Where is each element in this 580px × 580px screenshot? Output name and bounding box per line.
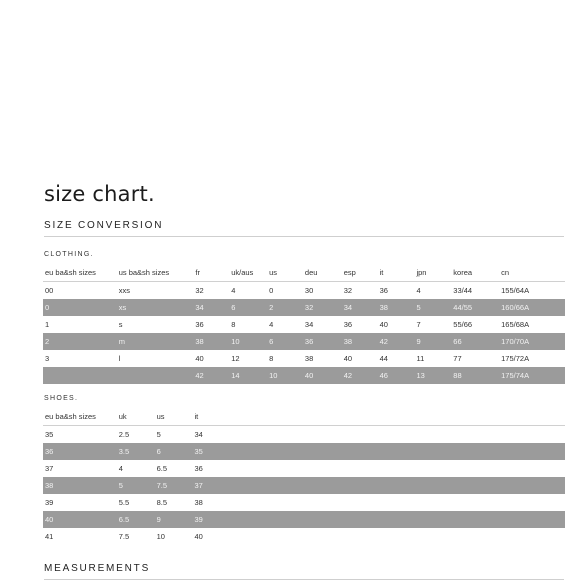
table-cell: 40 bbox=[194, 532, 203, 541]
table-cell: 35 bbox=[45, 430, 54, 439]
table-cell: 1 bbox=[45, 320, 50, 329]
measurements-heading: MEASUREMENTS bbox=[44, 563, 564, 580]
table-cell: 6 bbox=[157, 443, 195, 460]
table-cell: 44 bbox=[379, 354, 388, 363]
table-row bbox=[43, 477, 565, 494]
table-cell: 5 bbox=[416, 299, 453, 316]
column-header: it bbox=[195, 408, 565, 426]
column-header: us bbox=[157, 408, 195, 426]
table-row bbox=[43, 282, 565, 300]
table-cell: 77 bbox=[453, 354, 462, 363]
column-header: eu ba&sh sizes bbox=[43, 264, 119, 282]
table-cell: 6.5 bbox=[156, 464, 168, 473]
table-cell: 42 bbox=[380, 333, 417, 350]
table-cell: 175/74A bbox=[501, 367, 565, 384]
table-cell: 37 bbox=[195, 477, 565, 494]
table-row bbox=[43, 316, 565, 333]
table-cell: 165/68A bbox=[501, 320, 530, 329]
table-cell: 5 bbox=[156, 430, 161, 439]
clothing-label: CLOTHING. bbox=[44, 251, 94, 258]
table-cell: 6 bbox=[269, 333, 305, 350]
shoes-label: SHOES. bbox=[44, 395, 79, 402]
table-cell: 35 bbox=[195, 443, 565, 460]
table-cell: 32 bbox=[343, 286, 353, 295]
table-cell: 10 bbox=[231, 333, 269, 350]
table-cell: 30 bbox=[304, 286, 314, 295]
table-cell: 88 bbox=[453, 367, 501, 384]
table-cell: 42 bbox=[195, 367, 231, 384]
table-cell: 32 bbox=[305, 299, 344, 316]
table-cell: 170/70A bbox=[501, 333, 565, 350]
table-cell: 155/64A bbox=[501, 286, 530, 295]
table-cell: 3 bbox=[45, 354, 50, 363]
table-cell: 8 bbox=[231, 320, 236, 329]
table-cell: 36 bbox=[379, 286, 388, 295]
table-cell: 38 bbox=[195, 333, 231, 350]
table-cell: 11 bbox=[416, 354, 425, 363]
table-row bbox=[43, 528, 565, 545]
table-cell: 36 bbox=[195, 320, 204, 329]
table-cell: 34 bbox=[344, 299, 380, 316]
table-cell: 14 bbox=[231, 367, 269, 384]
column-header: us ba&sh sizes bbox=[119, 264, 196, 282]
table-cell: 2 bbox=[43, 333, 119, 350]
table-cell: 6 bbox=[231, 299, 269, 316]
table-cell: 38 bbox=[194, 498, 203, 507]
table-cell: 36 bbox=[194, 464, 203, 473]
table-cell: s bbox=[118, 320, 123, 329]
size-conversion-heading: SIZE CONVERSION bbox=[44, 220, 564, 237]
table-cell: 44/55 bbox=[453, 299, 501, 316]
column-header: korea bbox=[453, 264, 501, 282]
table-row bbox=[43, 443, 565, 460]
table-cell: 0 bbox=[269, 286, 274, 295]
column-header: cn bbox=[501, 264, 565, 282]
table-cell: 40 bbox=[195, 354, 204, 363]
table-cell: 9 bbox=[416, 333, 453, 350]
table-cell: 8 bbox=[269, 354, 274, 363]
table-cell: 66 bbox=[453, 333, 501, 350]
table-cell: 5 bbox=[119, 477, 157, 494]
table-cell: 38 bbox=[344, 333, 380, 350]
table-cell: 36 bbox=[343, 320, 353, 329]
table-row bbox=[43, 460, 565, 477]
table-cell bbox=[43, 367, 119, 384]
table-cell: 160/66A bbox=[501, 299, 565, 316]
column-header: deu bbox=[305, 264, 344, 282]
table-cell: 10 bbox=[156, 532, 165, 541]
table-cell: 36 bbox=[43, 443, 119, 460]
column-header: fr bbox=[195, 264, 231, 282]
table-cell: 0 bbox=[43, 299, 119, 316]
table-cell: 4 bbox=[231, 286, 236, 295]
column-header: eu ba&sh sizes bbox=[43, 408, 119, 426]
table-row bbox=[43, 367, 565, 384]
table-cell: 37 bbox=[45, 464, 54, 473]
table-cell: 40 bbox=[43, 511, 119, 528]
table-cell: 40 bbox=[305, 367, 344, 384]
table-cell: 38 bbox=[304, 354, 314, 363]
table-cell: 33/44 bbox=[453, 286, 473, 295]
table-row bbox=[43, 494, 565, 511]
table-cell: 2 bbox=[269, 299, 305, 316]
column-header: it bbox=[380, 264, 417, 282]
page-title: size chart. bbox=[44, 182, 155, 206]
table-cell: 10 bbox=[269, 367, 305, 384]
table-cell: 39 bbox=[45, 498, 54, 507]
table-cell: 34 bbox=[304, 320, 314, 329]
table-cell: 2.5 bbox=[118, 430, 130, 439]
table-cell: 175/72A bbox=[501, 354, 530, 363]
table-row bbox=[43, 350, 565, 367]
column-header: uk bbox=[119, 408, 157, 426]
table-cell: 32 bbox=[195, 286, 204, 295]
table-cell: 40 bbox=[343, 354, 353, 363]
table-row bbox=[43, 333, 565, 350]
table-cell: 46 bbox=[380, 367, 417, 384]
table-header-row bbox=[43, 408, 565, 426]
table-cell: 3.5 bbox=[119, 443, 157, 460]
table-cell: 9 bbox=[157, 511, 195, 528]
column-header: esp bbox=[344, 264, 380, 282]
table-cell: 13 bbox=[416, 367, 453, 384]
table-cell: 8.5 bbox=[156, 498, 168, 507]
table-cell: 4 bbox=[269, 320, 274, 329]
table-row bbox=[43, 299, 565, 316]
shoes-size-table bbox=[43, 408, 565, 545]
table-row bbox=[43, 426, 565, 444]
table-cell: 41 bbox=[45, 532, 54, 541]
table-cell: xxs bbox=[118, 286, 130, 295]
table-cell: 40 bbox=[379, 320, 388, 329]
table-cell: 7.5 bbox=[118, 532, 130, 541]
table-cell: 38 bbox=[43, 477, 119, 494]
column-header: uk/aus bbox=[231, 264, 269, 282]
table-cell: 38 bbox=[380, 299, 417, 316]
table-cell: 4 bbox=[118, 464, 123, 473]
column-header: us bbox=[269, 264, 305, 282]
table-cell: 42 bbox=[344, 367, 380, 384]
table-cell: 00 bbox=[45, 286, 54, 295]
shoes-table-body bbox=[43, 426, 565, 546]
column-header: jpn bbox=[416, 264, 453, 282]
table-cell: 7.5 bbox=[157, 477, 195, 494]
table-cell: l bbox=[118, 354, 121, 363]
table-cell: xs bbox=[119, 299, 196, 316]
table-header-row bbox=[43, 264, 565, 282]
table-cell bbox=[119, 367, 196, 384]
table-cell: 34 bbox=[194, 430, 203, 439]
table-cell: 7 bbox=[416, 320, 421, 329]
table-cell: 55/66 bbox=[453, 320, 473, 329]
clothing-size-table bbox=[43, 264, 565, 384]
table-cell: 6.5 bbox=[119, 511, 157, 528]
table-cell: 36 bbox=[305, 333, 344, 350]
table-cell: 12 bbox=[231, 354, 240, 363]
clothing-table-body bbox=[43, 282, 565, 385]
table-cell: m bbox=[119, 333, 196, 350]
table-cell: 39 bbox=[195, 511, 565, 528]
table-cell: 5.5 bbox=[118, 498, 130, 507]
table-row bbox=[43, 511, 565, 528]
table-cell: 4 bbox=[416, 286, 421, 295]
table-cell: 34 bbox=[195, 299, 231, 316]
